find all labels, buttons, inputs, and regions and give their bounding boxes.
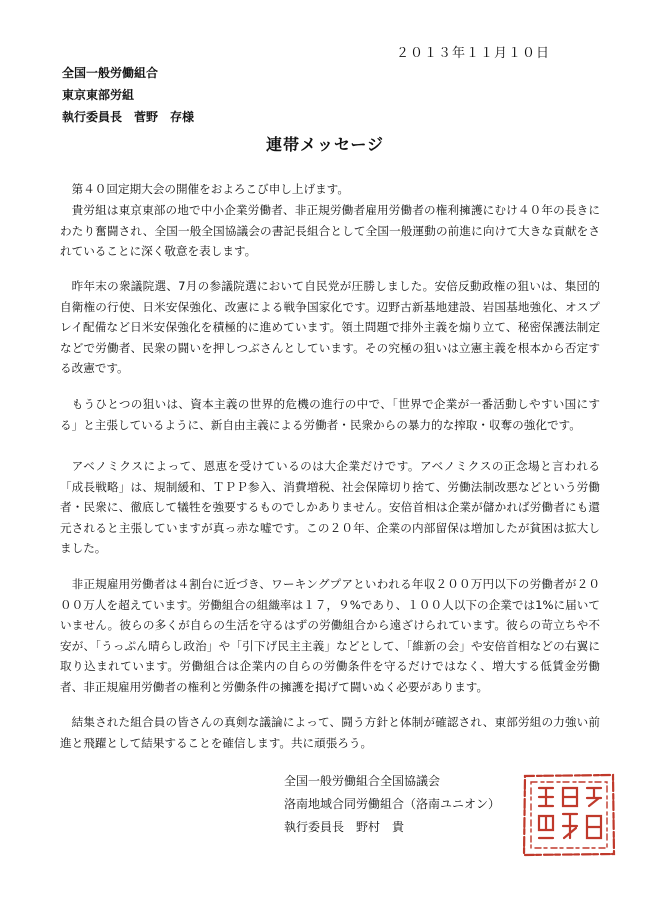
paragraph-tribute: 貴労組は東京東部の地で中小企業労働者、非正規労働者雇用労働者の権利擁護にむけ４０年の長きにわたり奮闘され、全国一般全国協議会の書記長組合として全国一般運動の前進に向けて大きな貢献をされていることに深く敬意を表します。 xyxy=(60,203,600,259)
paragraph-greeting: 第４０回定期大会の開催をおよろこび申し上げます。 xyxy=(71,182,349,196)
paragraph-closing: 結集された組合員の皆さんの真剣な議論によって、闘う方針と体制が確認され、東部労組の力強い前進と飛躍として結果することを確信します。共に頑張ろう。 xyxy=(60,715,600,750)
paragraph-politics: 昨年末の衆議院選、7月の参議院選において自民党が圧勝しました。安倍反動政権の狙いは、集団的自衛権の行使、日米安保強化、改憲による戦争国家化です。辺野古新基地建設、岩国基地強化、オスプレイ配備など日米安保強化を積極的に進めています。領土問題で排外主義を煽り立て、秘密保護法制定などで労働者、民衆の闘いを押しつぶさんとしています。その究極の狙いは立憲主義を根本から否定する改憲です。 xyxy=(60,279,600,376)
addressee-local: 東京東部労組 xyxy=(62,88,135,102)
union-seal-stamp xyxy=(519,770,619,860)
addressee-chair: 執行委員長 菅野 存様 xyxy=(62,110,195,124)
signature-union: 洛南地域合同労働組合（洛南ユニオン） xyxy=(284,797,501,811)
paragraph-neoliberal: もうひとつの狙いは、資本主義の世界的危機の進行の中で、「世界で企業が一番活動しやすい国にする」と主張しているように、新自由主義による労働者・民衆からの暴力的な搾取・収奪の強化です。 xyxy=(60,397,600,432)
letter-title: 連帯メッセージ xyxy=(265,135,385,154)
paragraph-irregular-workers: 非正規雇用労働者は４割台に近づき、ワーキングプアといわれる年収２００万円以下の労働者が２０００万人を超えています。労働組合の組織率は１７，９%であり、１００人以下の企業では1%に届いていません。彼らの多くが自らの生活を守るはずの労働組合から遠ざけられています。彼らの苛立ちや不安が、「うっぷん晴らし政治」や「引下げ民主主義」などとして、「維新の会」や安倍首相などの右翼に取り込まれています。労働組合は企業内の自らの労働条件を守るだけではなく、増大する低賃金労働者、非正規雇用労働者の権利と労働条件の擁護を掲げて闘いぬく必要があります。 xyxy=(60,577,600,694)
addressee-union: 全国一般労働組合 xyxy=(62,66,159,80)
signature-federation: 全国一般労働組合全国協議会 xyxy=(284,774,441,788)
letter-date: ２０１３年１１月１０日 xyxy=(396,46,551,61)
paragraph-abenomics: アベノミクスによって、恩恵を受けているのは大企業だけです。アベノミクスの正念場と言われる「成長戦略」は、規制緩和、ＴＰＰ参入、消費増税、社会保障切り捨て、労働法制改悪などという労働者・民衆に、徹底して犠牲を強要するものでしかありません。安倍首相は企業が儲かれば労働者にも還元されると主張していますが真っ赤な嘘です。この２０年、企業の内部留保は増加したが貧困は拡大しました。 xyxy=(60,459,600,556)
signature-chair: 執行委員長 野村 貴 xyxy=(284,820,405,834)
